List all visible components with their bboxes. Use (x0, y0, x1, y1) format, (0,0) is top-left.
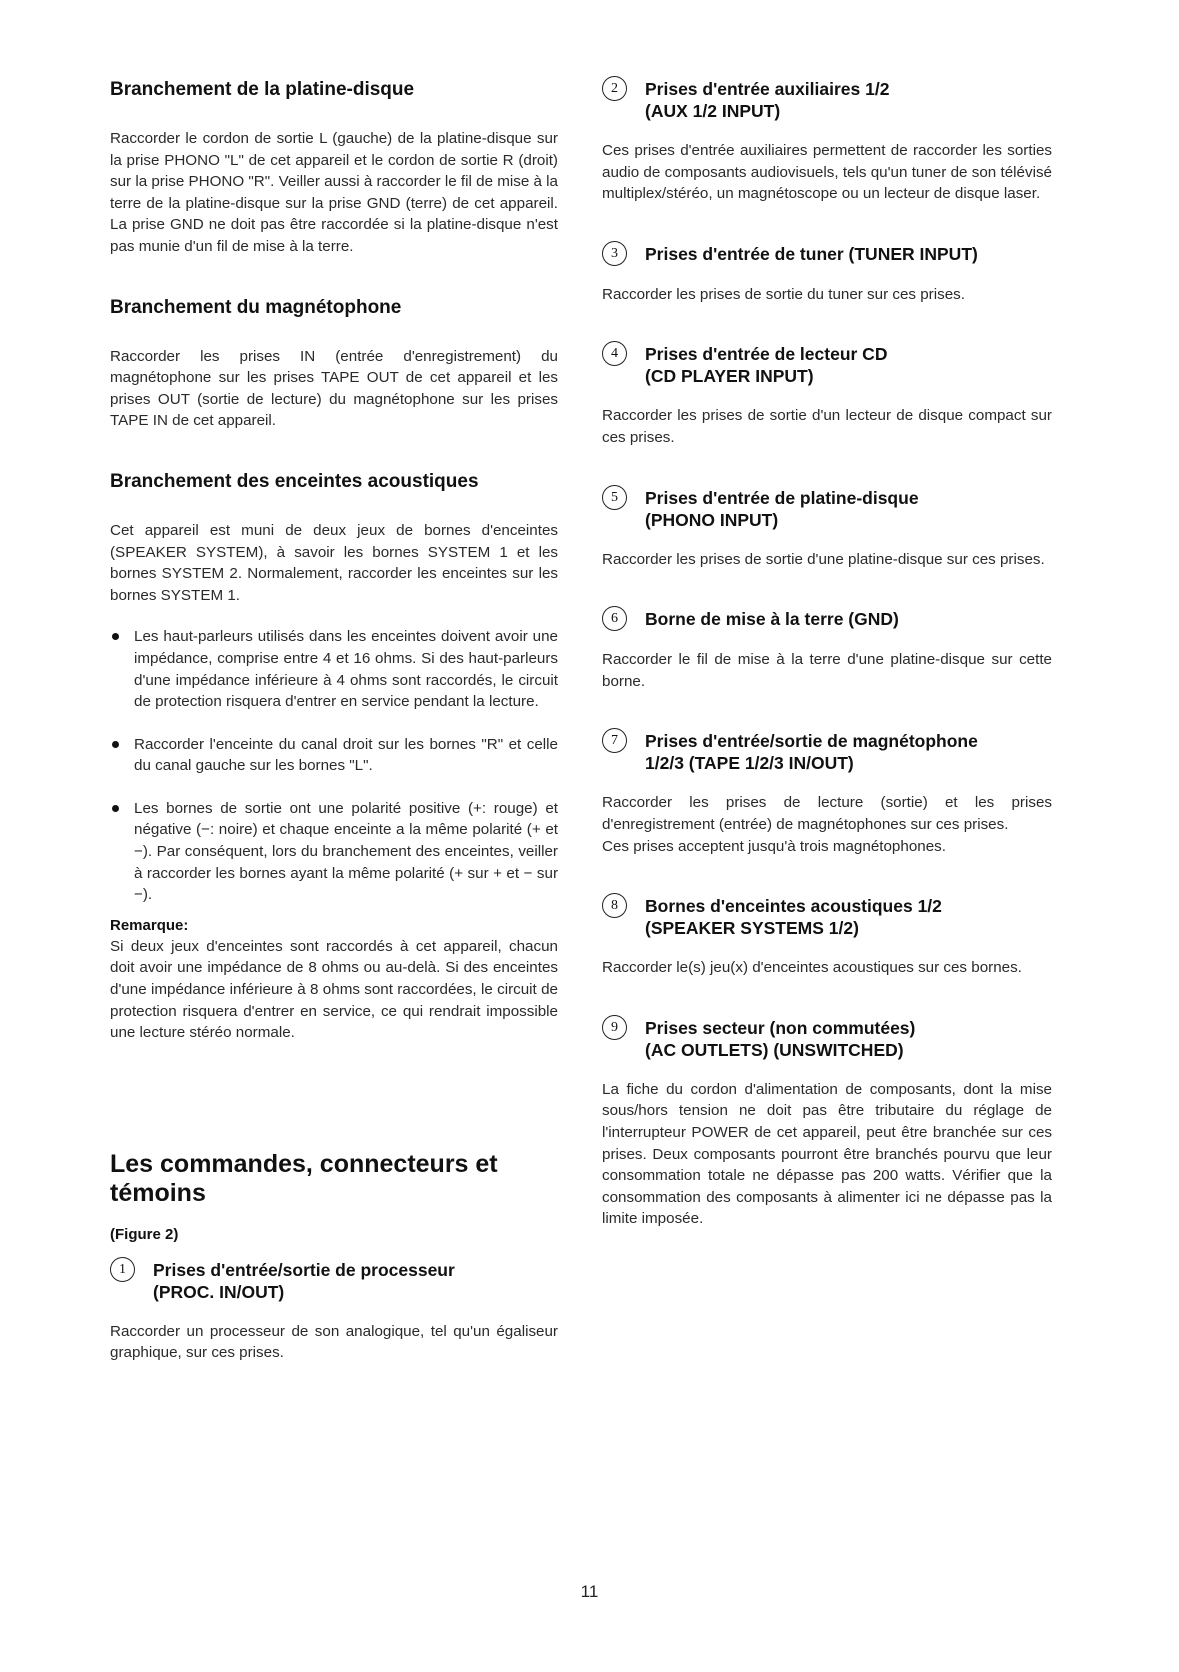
remark-body: Si deux jeux d'enceintes sont raccordés à cet appareil, chacun doit avoir une impédance de 8 ohms ou au-delà. Si des enceintes d'une impédance inférieure à 8 ohms sont raccordées, le circuit de protection risquera d'entrer en service, ce qui rendrait impossible une lecture stéréo normale. (110, 937, 558, 1042)
item-title-line: Prises d'entrée de platine-disque (645, 487, 919, 508)
item-heading (602, 78, 1052, 122)
right-column (602, 78, 1052, 1268)
item-title (645, 78, 889, 122)
item-heading (602, 730, 1052, 774)
item-body: Raccorder le(s) jeu(x) d'enceintes acoustiques sur ces bornes. (602, 959, 1022, 977)
item-title-line: (SPEAKER SYSTEMS 1/2) (645, 918, 859, 939)
spacer (110, 1064, 558, 1150)
circled-number: 5 (602, 485, 627, 510)
item-aux-input (602, 78, 1052, 205)
item-title-line: Borne de mise à la terre (GND) (645, 609, 899, 630)
list-item: Raccorder l'enceinte du canal droit sur les bornes "R" et celle du canal gauche sur les bornes "L". (110, 734, 558, 777)
circled-number: 3 (602, 241, 627, 266)
circled-number: 4 (602, 341, 627, 366)
circled-number: 8 (602, 893, 627, 918)
item-body: Raccorder le fil de mise à la terre d'une platine-disque sur cette borne. (602, 651, 1052, 690)
item-title (645, 243, 978, 265)
left-column (110, 78, 558, 1364)
list-item: Les haut-parleurs utilisés dans les enceintes doivent avoir une impédance, comprise entre 4 et 16 ohms. Si des haut-parleurs d'une impédance inférieure à 4 ohms sont raccordés, le circuit de protection risquera d'entrer en service pendant la lecture. (110, 626, 558, 712)
item-title (645, 730, 978, 774)
item-title-line: Prises d'entrée de lecteur CD (645, 344, 888, 365)
item-title-line: (PHONO INPUT) (645, 509, 779, 530)
item-body: Raccorder les prises de sortie d'un lecteur de disque compact sur ces prises. (602, 407, 1052, 446)
item-ac-outlets (602, 1017, 1052, 1230)
item-body: Raccorder les prises de lecture (sortie) et les prises d'enregistrement (entrée) de magnétophones sur ces prises. (602, 794, 1052, 833)
section-speakers (110, 470, 558, 1044)
item-heading (602, 243, 1052, 266)
item-title-line: 1/2/3 (TAPE 1/2/3 IN/OUT) (645, 753, 854, 774)
item-heading (602, 343, 1052, 387)
remark-block (110, 916, 558, 1044)
item-title (645, 1017, 915, 1061)
section-body: Cet appareil est muni de deux jeux de bornes d'enceintes (SPEAKER SYSTEM), à savoir les bornes SYSTEM 1 et les bornes SYSTEM 2. Normalement, raccorder les enceintes sur les bornes SYSTEM 1. (110, 521, 558, 604)
figure-reference: (Figure 2) (110, 1225, 179, 1243)
section-title: Branchement du magnétophone (110, 296, 402, 318)
section-body: Raccorder le cordon de sortie L (gauche) de la platine-disque sur la prise PHONO "L" de cet appareil et le cordon de sortie R (droit) sur la prise PHONO "R". Veiller aussi à raccorder le fil de mise à la terre de la platine-disque sur la prise GND (terre) de cet appareil. La prise GND ne doit pas être raccordée si la platine-disque n'est pas munie d'un fil de mise à la terre. (110, 130, 559, 255)
item-body: Raccorder un processeur de son analogique, tel qu'un égaliseur graphique, sur ces prises. (110, 1322, 558, 1362)
item-title-line: (CD PLAYER INPUT) (645, 366, 814, 387)
item-title-line: Bornes d'enceintes acoustiques 1/2 (645, 896, 942, 917)
item-gnd (602, 608, 1052, 692)
item-body: Ces prises d'entrée auxiliaires permettent de raccorder les sorties audio de composants audiovisuels, tels qu'un tuner de son télévisé multiplex/stéréo, un magnétoscope ou un lecteur de disque laser. (602, 142, 1052, 203)
item-heading (602, 608, 1052, 631)
speaker-notes-list (110, 626, 558, 906)
item-title-line: Prises d'entrée/sortie de magnétophone (645, 731, 978, 752)
item-title-line: Prises d'entrée de tuner (TUNER INPUT) (645, 243, 978, 264)
item-title (645, 608, 899, 630)
item-phono-input (602, 487, 1052, 571)
section-turntable (110, 78, 558, 258)
item-title-line: Prises d'entrée/sortie de processeur (153, 1259, 455, 1280)
item-body: Raccorder les prises de sortie du tuner sur ces prises. (602, 285, 965, 303)
item-proc-in-out (110, 1259, 558, 1364)
remark-label: Remarque: (110, 916, 189, 934)
list-item: Les bornes de sortie ont une polarité positive (+: rouge) et négative (−: noire) et chaque enceinte a la même polarité (+ et −). Par conséquent, lors du branchement des enceintes, veiller à raccorder les bornes ayant la même polarité (+ sur + et − sur −). (110, 798, 558, 906)
item-title-line: Prises d'entrée auxiliaires 1/2 (645, 79, 890, 99)
section-tape-deck (110, 296, 558, 432)
item-speaker-systems (602, 895, 1052, 979)
item-body-extra: Ces prises acceptent jusqu'à trois magnétophones. (602, 837, 946, 855)
section-title: Branchement de la platine-disque (110, 79, 415, 100)
circled-number: 6 (602, 606, 627, 631)
item-heading (602, 1017, 1052, 1061)
controls-title: Les commandes, connecteurs et témoins (110, 1149, 498, 1207)
item-tape-in-out (602, 730, 1052, 857)
item-title-line: Prises secteur (non commutées) (645, 1017, 916, 1038)
circled-number: 1 (110, 1257, 135, 1282)
item-body: La fiche du cordon d'alimentation de composants, dont la mise sous/hors tension ne doit pas être tributaire du réglage de l'interrupteur POWER de cet appareil, peut être branchée sur ces prises. Deux composants pourront être branchés pourvu que leur consommation totale ne dépasse pas 200 watts. Vérifier que la consommation des composants à alimenter ici ne dépasse pas la limite imposée. (602, 1080, 1052, 1228)
item-title (645, 487, 919, 531)
item-cd-input (602, 343, 1052, 448)
item-title-line: (AC OUTLETS) (UNSWITCHED) (645, 1039, 904, 1060)
item-tuner-input (602, 243, 1052, 306)
item-heading (602, 487, 1052, 531)
circled-number: 2 (602, 76, 627, 101)
circled-number: 7 (602, 728, 627, 753)
item-heading (110, 1259, 558, 1303)
section-title: Branchement des enceintes acoustiques (110, 470, 479, 492)
item-title (645, 343, 887, 387)
item-title-line: (PROC. IN/OUT) (153, 1281, 285, 1302)
item-title (153, 1259, 455, 1303)
circled-number: 9 (602, 1015, 627, 1040)
item-body: Raccorder les prises de sortie d'une platine-disque sur ces prises. (602, 550, 1045, 568)
page-number: 11 (580, 1582, 599, 1601)
item-title (645, 895, 942, 939)
section-body: Raccorder les prises IN (entrée d'enregistrement) du magnétophone sur les prises TAPE OUT de cet appareil et les prises OUT (sortie de lecture) du magnétophone sur les prises TAPE IN de cet appareil. (110, 347, 558, 430)
item-title-line: (AUX 1/2 INPUT) (645, 101, 781, 121)
item-heading (602, 895, 1052, 939)
